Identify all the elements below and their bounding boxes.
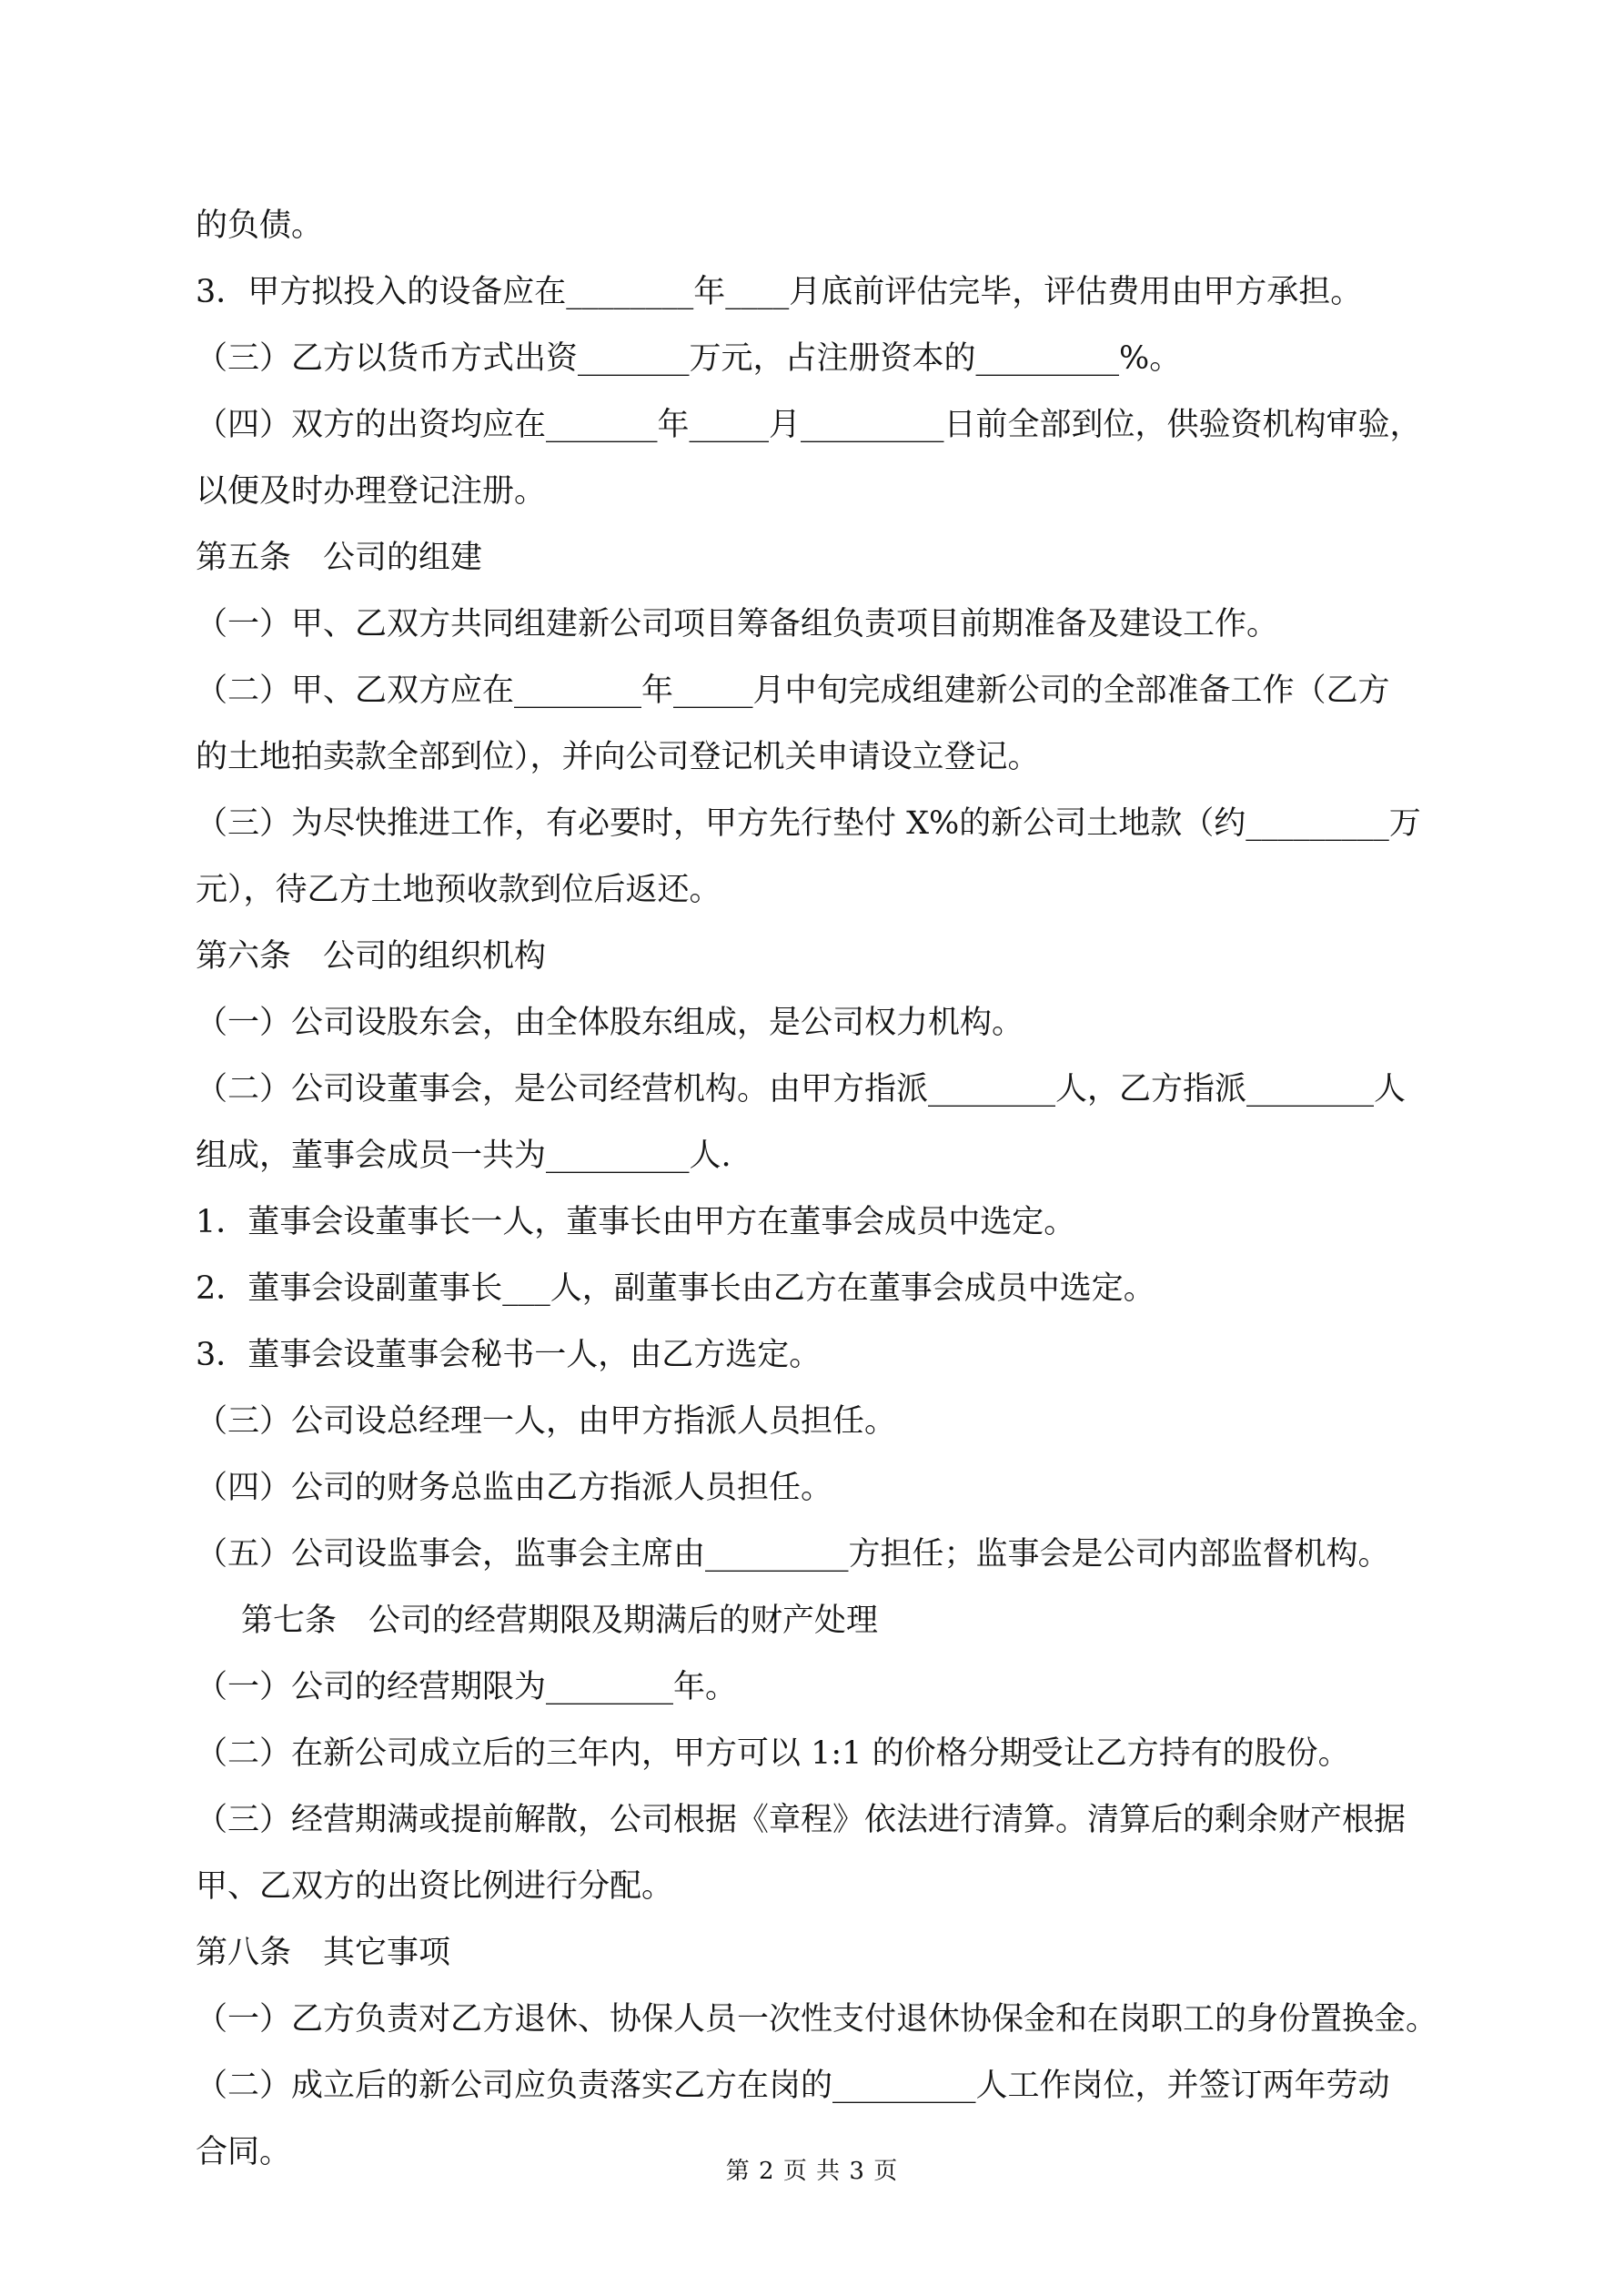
paragraph-5-1: （一）甲、乙双方共同组建新公司项目筹备组负责项目前期准备及建设工作。 (196, 606, 1279, 642)
paragraph-6-3: （三）公司设总经理一人，由甲方指派人员担任。 (196, 1403, 897, 1440)
paragraph-8-2-cont: 合同。 (196, 2134, 292, 2170)
page-footer: 第 2 页 共 3 页 (725, 2158, 899, 2185)
paragraph-8-2: （二）成立后的新公司应负责落实乙方在岗的_________人工作岗位，并签订两年劳动 (196, 2068, 1390, 2104)
paragraph-5-3-cont: 元），待乙方土地预收款到位后返还。 (196, 872, 721, 908)
paragraph-5-3: （三）为尽快推进工作，有必要时，甲方先行垫付 X%的新公司土地款（约_________万 (196, 805, 1421, 842)
paragraph-8-1: （一）乙方负责对乙方退休、协保人员一次性支付退休协保金和在岗职工的身份置换金。 (196, 2001, 1438, 2038)
paragraph-contribution-deadline: （四）双方的出资均应在_______年_____月_________日前全部到位，供验资机构审验， (196, 407, 1422, 443)
paragraph-7-3-cont: 甲、乙双方的出资比例进行分配。 (196, 1868, 674, 1905)
paragraph-6-2-item-2: 2．董事会设副董事长___人，副董事长由乙方在董事会成员中选定。 (196, 1270, 1155, 1307)
article-6-heading: 第六条 公司的组织机构 (196, 938, 547, 975)
paragraph-6-2-item-1: 1．董事会设董事长一人，董事长由甲方在董事会成员中选定。 (196, 1204, 1076, 1240)
paragraph-6-5: （五）公司设监事会，监事会主席由_________方担任；监事会是公司内部监督机构。 (196, 1536, 1390, 1573)
paragraph-7-3: （三）经营期满或提前解散，公司根据《章程》依法进行清算。清算后的剩余财产根据 (196, 1802, 1407, 1838)
paragraph-6-2-item-3: 3．董事会设董事会秘书一人，由乙方选定。 (196, 1337, 822, 1373)
paragraph-6-2-cont: 组成，董事会成员一共为_________人. (196, 1138, 731, 1174)
article-7-heading: 第七条 公司的经营期限及期满后的财产处理 (241, 1603, 879, 1639)
paragraph-6-2: （二）公司设董事会，是公司经营机构。由甲方指派________人，乙方指派________人 (196, 1071, 1407, 1108)
paragraph-7-2: （二）在新公司成立后的三年内，甲方可以 1:1 的价格分期受让乙方持有的股份。 (196, 1735, 1350, 1772)
paragraph-party-b-cash-contribution: （三）乙方以货币方式出资_______万元，占注册资本的_________%。 (196, 340, 1182, 377)
article-5-heading: 第五条 公司的组建 (196, 540, 483, 576)
paragraph-equipment-evaluation: 3．甲方拟投入的设备应在________年____月底前评估完毕，评估费用由甲方承担。 (196, 274, 1363, 310)
paragraph-contribution-deadline-cont: 以便及时办理登记注册。 (196, 473, 547, 510)
article-8-heading: 第八条 其它事项 (196, 1935, 451, 1971)
paragraph-7-1: （一）公司的经营期限为________年。 (196, 1669, 738, 1705)
document-body (196, 193, 1447, 2186)
paragraph-5-2: （二）甲、乙双方应在________年_____月中旬完成组建新公司的全部准备工作（乙方 (196, 673, 1390, 709)
paragraph-liabilities-end: 的负债。 (196, 207, 324, 244)
paragraph-5-2-cont: 的土地拍卖款全部到位），并向公司登记机关申请设立登记。 (196, 739, 1040, 775)
paragraph-6-4: （四）公司的财务总监由乙方指派人员担任。 (196, 1470, 833, 1506)
paragraph-6-1: （一）公司设股东会，由全体股东组成，是公司权力机构。 (196, 1005, 1024, 1041)
